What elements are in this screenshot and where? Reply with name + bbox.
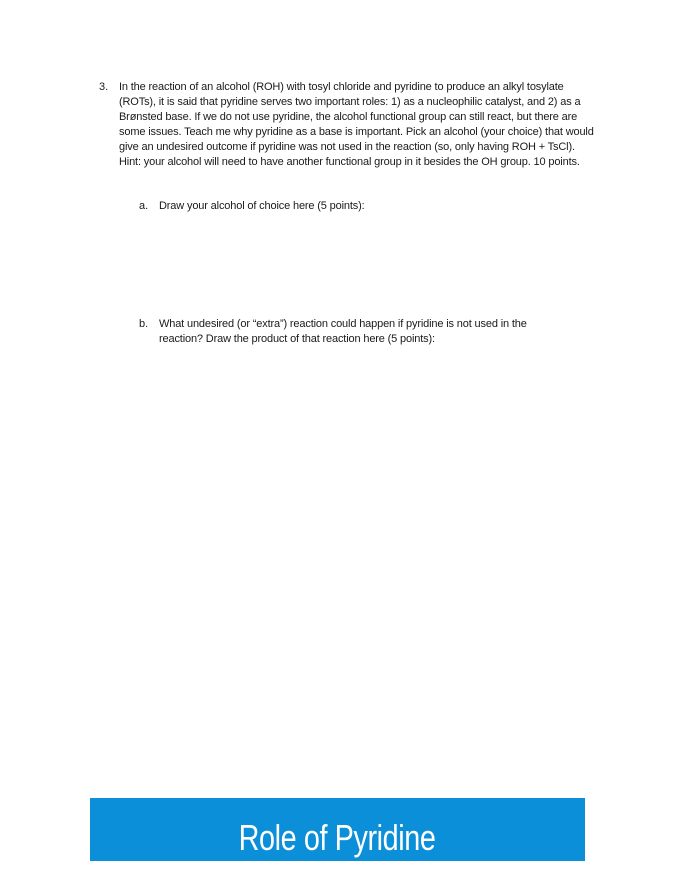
question-number: 3. <box>99 81 109 93</box>
question-text: In the reaction of an alcohol (ROH) with tosyl chloride and pyridine to produce an alkyl tosylate (ROTs), it is said that pyridine serves two important roles: 1) as a nucleophilic catalyst, and 2) as a Brønsted base. If we do not use pyridine, the alcohol functional group can still react, but there are some issues. Teach me why pyridine as a base is important. Pick an alcohol (your choice) that would give an undesired outcome if pyridine was not used in the reaction (so, only having ROH + TsCl). Hint: your alcohol will need to have another functional group in it besides the OH group. 10 points. <box>119 81 594 168</box>
part-b-answer-area[interactable] <box>159 352 579 772</box>
part-a-answer-area[interactable] <box>159 220 579 310</box>
part-a-letter: a. <box>139 200 149 212</box>
part-b-letter: b. <box>139 318 149 330</box>
title-banner <box>90 798 585 861</box>
banner-title: Role of Pyridine <box>239 817 436 858</box>
part-b-prompt: What undesired (or “extra”) reaction could happen if pyridine is not used in the reaction? Draw the product of that reaction here (5 points): <box>159 318 527 345</box>
part-a-prompt: Draw your alcohol of choice here (5 points): <box>159 200 365 212</box>
